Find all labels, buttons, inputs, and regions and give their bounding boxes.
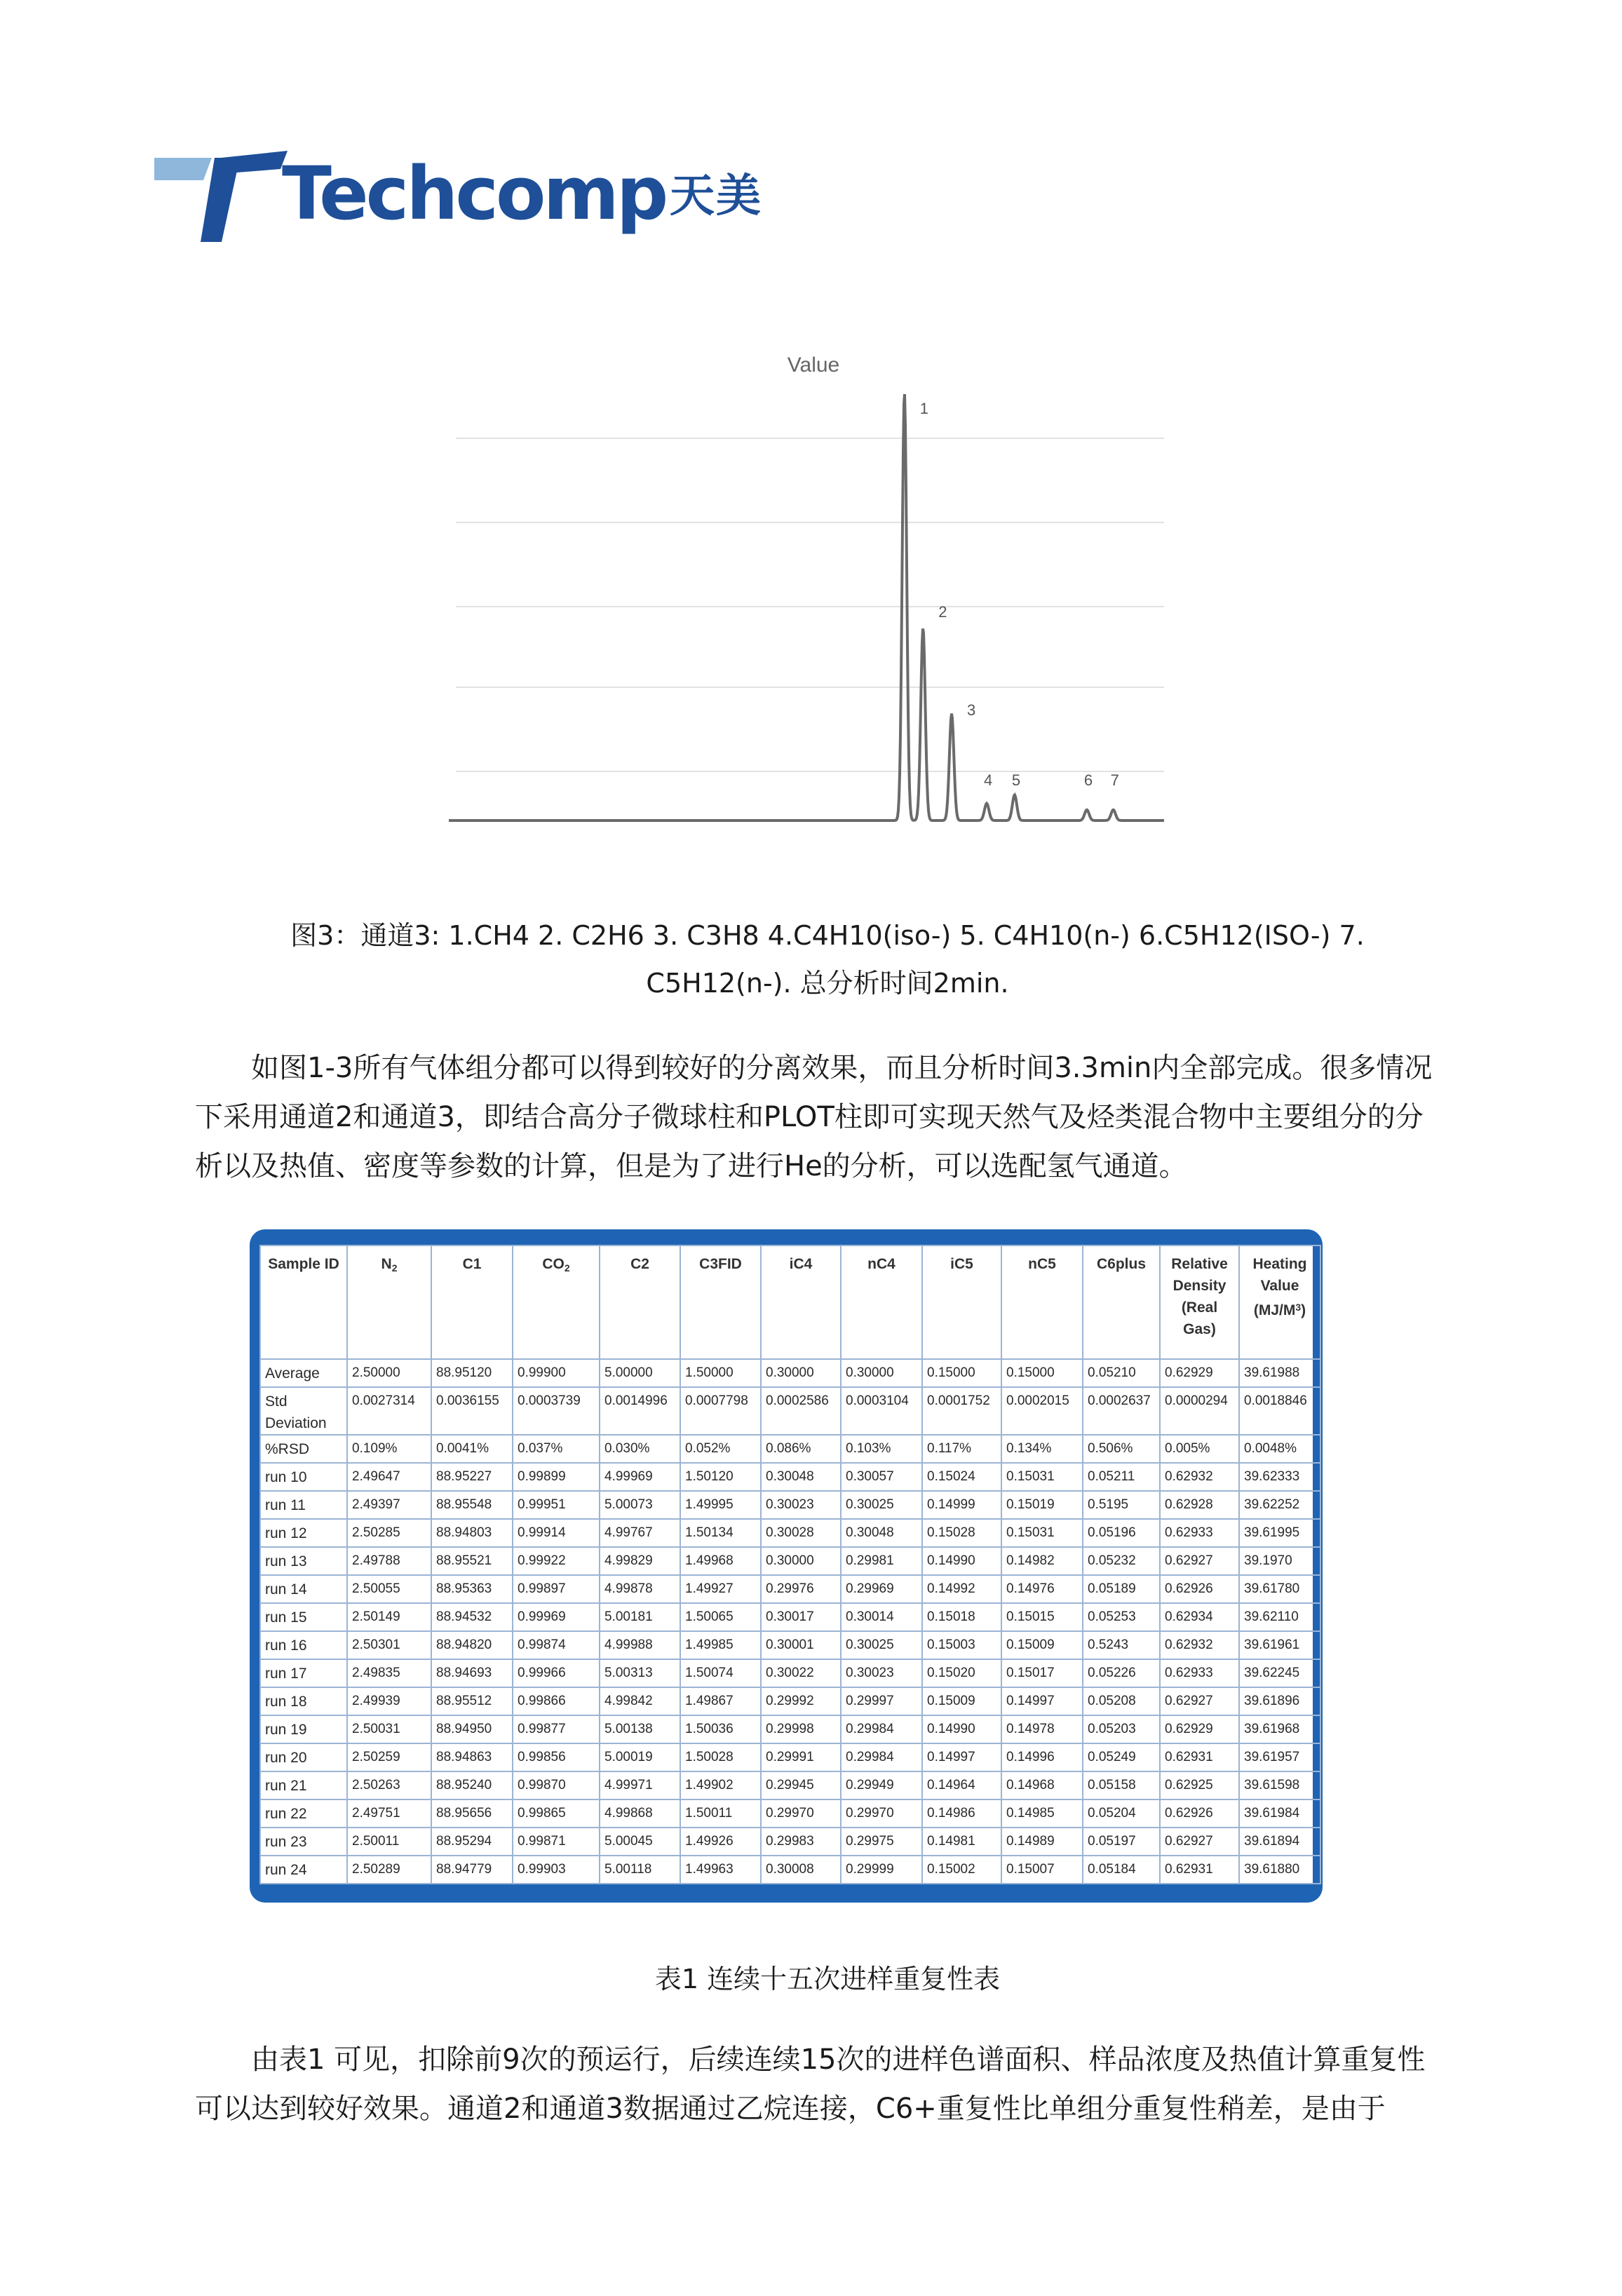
- row-sample-id: run 16: [260, 1631, 347, 1659]
- table-cell: 39.61896: [1239, 1687, 1320, 1715]
- table-cell: 0.15009: [922, 1687, 1001, 1715]
- repeatability-table-frame: [250, 1229, 1323, 1903]
- table-cell: 0.117%: [922, 1435, 1001, 1463]
- table-cell: 39.61894: [1239, 1828, 1320, 1856]
- table-cell: 0.15007: [1001, 1856, 1083, 1884]
- table-cell: 2.50000: [347, 1359, 431, 1387]
- row-sample-id: %RSD: [260, 1435, 347, 1463]
- table-cell: 0.99969: [513, 1603, 600, 1631]
- table-cell: 88.94779: [431, 1856, 513, 1884]
- table-cell: 0.62927: [1160, 1828, 1239, 1856]
- table-cell: 1.49963: [680, 1856, 761, 1884]
- row-sample-id: run 11: [260, 1491, 347, 1519]
- table-cell: 0.05204: [1083, 1799, 1160, 1828]
- table-cell: 4.99868: [600, 1799, 680, 1828]
- table-cell: 0.134%: [1001, 1435, 1083, 1463]
- table-cell: 39.61968: [1239, 1715, 1320, 1743]
- table-cell: 4.99988: [600, 1631, 680, 1659]
- table-cell: 0.30008: [761, 1856, 841, 1884]
- header-c2: C2: [600, 1245, 680, 1359]
- table-cell: 0.30023: [841, 1659, 922, 1687]
- table-cell: 0.62926: [1160, 1799, 1239, 1828]
- row-sample-id: run 15: [260, 1603, 347, 1631]
- table-cell: 0.14981: [922, 1828, 1001, 1856]
- table-cell: 0.62934: [1160, 1603, 1239, 1631]
- table-cell: 0.99865: [513, 1799, 600, 1828]
- table-cell: 0.0027314: [347, 1387, 431, 1435]
- table-cell: 0.0036155: [431, 1387, 513, 1435]
- table-cell: 0.0002015: [1001, 1387, 1083, 1435]
- table-cell: 0.29999: [841, 1856, 922, 1884]
- header-sample-id: Sample ID: [260, 1245, 347, 1359]
- table-cell: 0.14990: [922, 1715, 1001, 1743]
- table-cell: 0.62928: [1160, 1491, 1239, 1519]
- row-sample-id: run 24: [260, 1856, 347, 1884]
- table-cell: 0.29970: [841, 1799, 922, 1828]
- table-row: [260, 1547, 1320, 1575]
- table-cell: 2.49751: [347, 1799, 431, 1828]
- figure-caption-line-2: C5H12(n-). 总分析时间2min.: [646, 968, 1009, 999]
- chart-gridlines: [456, 438, 1164, 771]
- table-cell: 2.50289: [347, 1856, 431, 1884]
- header-co2: $CO_2$: [513, 1245, 600, 1359]
- table-cell: 0.15020: [922, 1659, 1001, 1687]
- table-row: [260, 1799, 1320, 1828]
- table-cell: 4.99971: [600, 1771, 680, 1799]
- header-nc5: nC5: [1001, 1245, 1083, 1359]
- table-cell: 39.61957: [1239, 1743, 1320, 1771]
- table-cell: 0.05208: [1083, 1687, 1160, 1715]
- table-cell: 0.29945: [761, 1771, 841, 1799]
- table-cell: 0.05196: [1083, 1519, 1160, 1547]
- table-cell: 88.94803: [431, 1519, 513, 1547]
- table-cell: 0.05184: [1083, 1856, 1160, 1884]
- table-cell: 0.15015: [1001, 1603, 1083, 1631]
- table-cell: 0.30000: [761, 1359, 841, 1387]
- table-cell: 0.14997: [1001, 1687, 1083, 1715]
- table-cell: 0.29998: [761, 1715, 841, 1743]
- table-cell: 0.05203: [1083, 1715, 1160, 1743]
- table-cell: 0.29981: [841, 1547, 922, 1575]
- table-row: [260, 1659, 1320, 1687]
- peak-label: 6: [1083, 771, 1093, 789]
- table-cell: 2.50149: [347, 1603, 431, 1631]
- table-cell: 0.15000: [922, 1359, 1001, 1387]
- table-cell: 1.50028: [680, 1743, 761, 1771]
- table-cell: 0.29997: [841, 1687, 922, 1715]
- table-cell: 0.15031: [1001, 1463, 1083, 1491]
- table-cell: 0.30048: [761, 1463, 841, 1491]
- table-cell: 88.95120: [431, 1359, 513, 1387]
- header-relative-density: Relative Density (Real Gas): [1160, 1245, 1239, 1359]
- table-row: [260, 1491, 1320, 1519]
- table-cell: 0.0014996: [600, 1387, 680, 1435]
- row-sample-id: run 20: [260, 1743, 347, 1771]
- table-cell: 88.95294: [431, 1828, 513, 1856]
- table-cell: 5.00138: [600, 1715, 680, 1743]
- body-paragraph-1: 如图1-3所有气体组分都可以得到较好的分离效果，而且分析时间3.3min内全部完成。很多情况下采用通道2和通道3，即结合高分子微球柱和PLOT柱即可实现天然气及烃类混合物中主要组分的分析以及热值、密度等参数的计算，但是为了进行He的分析，可以选配氢气通道。: [195, 1052, 1433, 1182]
- repeatability-table-container: [259, 1245, 1313, 1884]
- table-cell: 0.29983: [761, 1828, 841, 1856]
- table-cell: 2.50011: [347, 1828, 431, 1856]
- table-cell: 0.62932: [1160, 1463, 1239, 1491]
- table-cell: 88.95656: [431, 1799, 513, 1828]
- header-nc4: nC4: [841, 1245, 922, 1359]
- table-cell: 0.99903: [513, 1856, 600, 1884]
- table-row: [260, 1771, 1320, 1799]
- table-cell: 1.49995: [680, 1491, 761, 1519]
- table-cell: 0.0003104: [841, 1387, 922, 1435]
- table-cell: 0.30057: [841, 1463, 922, 1491]
- table-cell: 88.95227: [431, 1463, 513, 1491]
- table-cell: 1.50036: [680, 1715, 761, 1743]
- table-cell: 0.5195: [1083, 1491, 1160, 1519]
- table-cell: 0.0018846: [1239, 1387, 1320, 1435]
- table-cell: 0.05189: [1083, 1575, 1160, 1603]
- row-sample-id: run 14: [260, 1575, 347, 1603]
- table-cell: 88.95240: [431, 1771, 513, 1799]
- table-cell: 0.0041%: [431, 1435, 513, 1463]
- chart-ylabel: Value: [787, 353, 840, 377]
- table-row: [260, 1575, 1320, 1603]
- header-c6plus: C6plus: [1083, 1245, 1160, 1359]
- table-row: [260, 1687, 1320, 1715]
- table-cell: 0.14997: [922, 1743, 1001, 1771]
- table-row: [260, 1828, 1320, 1856]
- table-cell: 0.99856: [513, 1743, 600, 1771]
- table-cell: 39.61961: [1239, 1631, 1320, 1659]
- table-cell: 0.30048: [841, 1519, 922, 1547]
- figure-caption: [182, 912, 1473, 1007]
- peak-label: 7: [1110, 771, 1119, 789]
- table-cell: 0.05158: [1083, 1771, 1160, 1799]
- table-cell: 0.05249: [1083, 1743, 1160, 1771]
- table-cell: 5.00313: [600, 1659, 680, 1687]
- table-cell: 0.0048%: [1239, 1435, 1320, 1463]
- table-cell: 0.99922: [513, 1547, 600, 1575]
- table-cell: 0.14986: [922, 1799, 1001, 1828]
- table-cell: 0.29991: [761, 1743, 841, 1771]
- table-cell: 0.05226: [1083, 1659, 1160, 1687]
- table-cell: 0.29984: [841, 1715, 922, 1743]
- table-cell: 88.94693: [431, 1659, 513, 1687]
- table-cell: 0.99870: [513, 1771, 600, 1799]
- table-cell: 4.99842: [600, 1687, 680, 1715]
- peak-label: 2: [938, 603, 947, 621]
- table-cell: 0.62929: [1160, 1715, 1239, 1743]
- header-c1: C1: [431, 1245, 513, 1359]
- table-cell: 1.50120: [680, 1463, 761, 1491]
- header-heating-value: Heating Value $(MJ/M^3)$: [1239, 1245, 1320, 1359]
- table-cell: 0.99966: [513, 1659, 600, 1687]
- row-sample-id: run 18: [260, 1687, 347, 1715]
- table-cell: 0.5243: [1083, 1631, 1160, 1659]
- table-cell: 0.99899: [513, 1463, 600, 1491]
- table-row: [260, 1715, 1320, 1743]
- table-cell: 0.62931: [1160, 1743, 1239, 1771]
- table-cell: 0.14985: [1001, 1799, 1083, 1828]
- table-cell: 0.30014: [841, 1603, 922, 1631]
- table-cell: 0.30025: [841, 1631, 922, 1659]
- table-cell: 39.62245: [1239, 1659, 1320, 1687]
- peak-label: 4: [984, 771, 993, 789]
- table-cell: 0.62926: [1160, 1575, 1239, 1603]
- table-cell: 39.1970: [1239, 1547, 1320, 1575]
- table-cell: 0.037%: [513, 1435, 600, 1463]
- table-cell: 1.49902: [680, 1771, 761, 1799]
- table-cell: 2.49835: [347, 1659, 431, 1687]
- table-row: [260, 1519, 1320, 1547]
- table-cell: 1.50000: [680, 1359, 761, 1387]
- table-cell: 0.14989: [1001, 1828, 1083, 1856]
- table-cell: 0.05232: [1083, 1547, 1160, 1575]
- table-cell: 5.00019: [600, 1743, 680, 1771]
- table-cell: 39.61988: [1239, 1359, 1320, 1387]
- techcomp-logo: [154, 151, 856, 242]
- table-cell: 39.62110: [1239, 1603, 1320, 1631]
- body-paragraph-2: 由表1 可见，扣除前9次的预运行，后续连续15次的进样色谱面积、样品浓度及热值计算重复性可以达到较好效果。通道2和通道3数据通过乙烷连接，C6+重复性比单组分重复性稍差，是由于: [195, 2044, 1426, 2125]
- table-cell: 0.62927: [1160, 1687, 1239, 1715]
- table-cell: 0.62927: [1160, 1547, 1239, 1575]
- table-cell: 39.61880: [1239, 1856, 1320, 1884]
- table-cell: 2.49788: [347, 1547, 431, 1575]
- table-cell: 0.30001: [761, 1631, 841, 1659]
- table-cell: 39.61995: [1239, 1519, 1320, 1547]
- row-sample-id: run 10: [260, 1463, 347, 1491]
- table-cell: 2.50263: [347, 1771, 431, 1799]
- table-cell: 88.94820: [431, 1631, 513, 1659]
- row-sample-id: run 21: [260, 1771, 347, 1799]
- table-cell: 0.14992: [922, 1575, 1001, 1603]
- table-cell: 0.0001752: [922, 1387, 1001, 1435]
- table-cell: 2.50259: [347, 1743, 431, 1771]
- table-cell: 0.14999: [922, 1491, 1001, 1519]
- table-cell: 0.29984: [841, 1743, 922, 1771]
- table-row: [260, 1603, 1320, 1631]
- header-n2: $N_2$: [347, 1245, 431, 1359]
- table-cell: 0.15003: [922, 1631, 1001, 1659]
- table-cell: 2.50301: [347, 1631, 431, 1659]
- table-cell: 0.62925: [1160, 1771, 1239, 1799]
- table-row: [260, 1743, 1320, 1771]
- table-cell: 1.49968: [680, 1547, 761, 1575]
- table-cell: 0.29949: [841, 1771, 922, 1799]
- table-cell: 0.99871: [513, 1828, 600, 1856]
- techcomp-logo-mark-icon: [154, 151, 288, 242]
- table-cell: 0.14978: [1001, 1715, 1083, 1743]
- logo-chinese-name: 天美: [670, 170, 762, 222]
- header-ic5: iC5: [922, 1245, 1001, 1359]
- table-cell: 5.00045: [600, 1828, 680, 1856]
- table-cell: 0.62931: [1160, 1856, 1239, 1884]
- table-cell: 39.62252: [1239, 1491, 1320, 1519]
- chromatogram-chart: [435, 337, 1192, 842]
- table-cell: 0.99866: [513, 1687, 600, 1715]
- table-cell: 88.95548: [431, 1491, 513, 1519]
- row-sample-id: run 23: [260, 1828, 347, 1856]
- table-cell: 88.94532: [431, 1603, 513, 1631]
- table-cell: 0.15018: [922, 1603, 1001, 1631]
- table-cell: 0.30023: [761, 1491, 841, 1519]
- table-cell: 0.15019: [1001, 1491, 1083, 1519]
- table-cell: 0.030%: [600, 1435, 680, 1463]
- table-cell: 0.62933: [1160, 1659, 1239, 1687]
- table-cell: 0.05253: [1083, 1603, 1160, 1631]
- table-cell: 0.30025: [841, 1491, 922, 1519]
- table-cell: 0.0002586: [761, 1387, 841, 1435]
- table-cell: 0.99874: [513, 1631, 600, 1659]
- table-cell: 0.15000: [1001, 1359, 1083, 1387]
- table-caption: 表1 连续十五次进样重复性表: [654, 1964, 1001, 1994]
- table-body: [260, 1359, 1320, 1884]
- table-cell: 0.99951: [513, 1491, 600, 1519]
- table-cell: 0.30028: [761, 1519, 841, 1547]
- table-cell: 0.0007798: [680, 1387, 761, 1435]
- table-row: [260, 1463, 1320, 1491]
- table-cell: 88.95512: [431, 1687, 513, 1715]
- table-cell: 39.61984: [1239, 1799, 1320, 1828]
- table-cell: 0.30022: [761, 1659, 841, 1687]
- table-cell: 39.61780: [1239, 1575, 1320, 1603]
- table-cell: 4.99878: [600, 1575, 680, 1603]
- table-cell: 0.14964: [922, 1771, 1001, 1799]
- table-cell: 0.15017: [1001, 1659, 1083, 1687]
- table-cell: 0.62933: [1160, 1519, 1239, 1547]
- peak-label: 1: [919, 400, 928, 417]
- table-cell: 1.49867: [680, 1687, 761, 1715]
- table-row: [260, 1631, 1320, 1659]
- table-cell: 0.05211: [1083, 1463, 1160, 1491]
- repeatability-table: [259, 1245, 1321, 1884]
- table-cell: 88.95363: [431, 1575, 513, 1603]
- table-cell: 0.14976: [1001, 1575, 1083, 1603]
- table-cell: 0.62932: [1160, 1631, 1239, 1659]
- table-cell: 0.14982: [1001, 1547, 1083, 1575]
- header-ic4: iC4: [761, 1245, 841, 1359]
- table-cell: 88.95521: [431, 1547, 513, 1575]
- table-cell: 0.29975: [841, 1828, 922, 1856]
- table-cell: 2.49397: [347, 1491, 431, 1519]
- table-cell: 0.0000294: [1160, 1387, 1239, 1435]
- table-row: [260, 1359, 1320, 1387]
- table-cell: 1.50011: [680, 1799, 761, 1828]
- row-sample-id: run 13: [260, 1547, 347, 1575]
- table-cell: 0.05210: [1083, 1359, 1160, 1387]
- table-cell: 2.49647: [347, 1463, 431, 1491]
- table-cell: 4.99829: [600, 1547, 680, 1575]
- table-cell: 0.005%: [1160, 1435, 1239, 1463]
- table-cell: 5.00073: [600, 1491, 680, 1519]
- row-sample-id: run 17: [260, 1659, 347, 1687]
- table-cell: 0.62929: [1160, 1359, 1239, 1387]
- row-sample-id: run 12: [260, 1519, 347, 1547]
- table-cell: 0.0002637: [1083, 1387, 1160, 1435]
- figure-caption-line-1: 图3：通道3: 1.CH4 2. C2H6 3. C3H8 4.C4H10(iso-) 5. C4H10(n-) 6.C5H12(ISO-) 7.: [290, 920, 1365, 951]
- peak-label: 5: [1011, 771, 1021, 789]
- row-sample-id: run 19: [260, 1715, 347, 1743]
- table-cell: 0.086%: [761, 1435, 841, 1463]
- table-cell: 0.99897: [513, 1575, 600, 1603]
- table-cell: 1.49985: [680, 1631, 761, 1659]
- table-cell: 0.506%: [1083, 1435, 1160, 1463]
- table-cell: 2.50055: [347, 1575, 431, 1603]
- row-sample-id: Std Deviation: [260, 1387, 347, 1435]
- logo-wordmark: Techcomp: [282, 151, 666, 236]
- table-header-row: [260, 1245, 1320, 1359]
- table-cell: 0.052%: [680, 1435, 761, 1463]
- table-cell: 1.50065: [680, 1603, 761, 1631]
- header-c3fid: C3FID: [680, 1245, 761, 1359]
- peak-label: 3: [967, 701, 976, 719]
- table-cell: 0.30000: [841, 1359, 922, 1387]
- table-cell: 0.99877: [513, 1715, 600, 1743]
- table-cell: 5.00000: [600, 1359, 680, 1387]
- table-cell: 1.49927: [680, 1575, 761, 1603]
- table-cell: 0.0003739: [513, 1387, 600, 1435]
- table-cell: 0.99900: [513, 1359, 600, 1387]
- table-cell: 0.15002: [922, 1856, 1001, 1884]
- table-cell: 0.14996: [1001, 1743, 1083, 1771]
- row-sample-id: run 22: [260, 1799, 347, 1828]
- table-cell: 0.29976: [761, 1575, 841, 1603]
- table-cell: 0.14968: [1001, 1771, 1083, 1799]
- table-cell: 0.99914: [513, 1519, 600, 1547]
- table-cell: 0.30017: [761, 1603, 841, 1631]
- table-cell: 4.99969: [600, 1463, 680, 1491]
- table-row: [260, 1387, 1320, 1435]
- row-sample-id: Average: [260, 1359, 347, 1387]
- table-cell: 39.62333: [1239, 1463, 1320, 1491]
- table-cell: 5.00181: [600, 1603, 680, 1631]
- table-cell: 0.15024: [922, 1463, 1001, 1491]
- table-row: [260, 1856, 1320, 1884]
- table-cell: 5.00118: [600, 1856, 680, 1884]
- table-cell: 0.103%: [841, 1435, 922, 1463]
- table-cell: 1.50134: [680, 1519, 761, 1547]
- table-cell: 88.94863: [431, 1743, 513, 1771]
- table-cell: 0.15009: [1001, 1631, 1083, 1659]
- table-cell: 0.109%: [347, 1435, 431, 1463]
- table-cell: 0.30000: [761, 1547, 841, 1575]
- table-cell: 0.05197: [1083, 1828, 1160, 1856]
- table-cell: 0.15031: [1001, 1519, 1083, 1547]
- table-cell: 88.94950: [431, 1715, 513, 1743]
- table-cell: 0.29992: [761, 1687, 841, 1715]
- table-cell: 2.50285: [347, 1519, 431, 1547]
- table-cell: 39.61598: [1239, 1771, 1320, 1799]
- table-cell: 0.14990: [922, 1547, 1001, 1575]
- table-cell: 4.99767: [600, 1519, 680, 1547]
- table-cell: 0.15028: [922, 1519, 1001, 1547]
- table-cell: 0.29969: [841, 1575, 922, 1603]
- table-cell: 2.50031: [347, 1715, 431, 1743]
- table-cell: 1.50074: [680, 1659, 761, 1687]
- table-row: [260, 1435, 1320, 1463]
- table-cell: 0.29970: [761, 1799, 841, 1828]
- table-cell: 1.49926: [680, 1828, 761, 1856]
- table-cell: 2.49939: [347, 1687, 431, 1715]
